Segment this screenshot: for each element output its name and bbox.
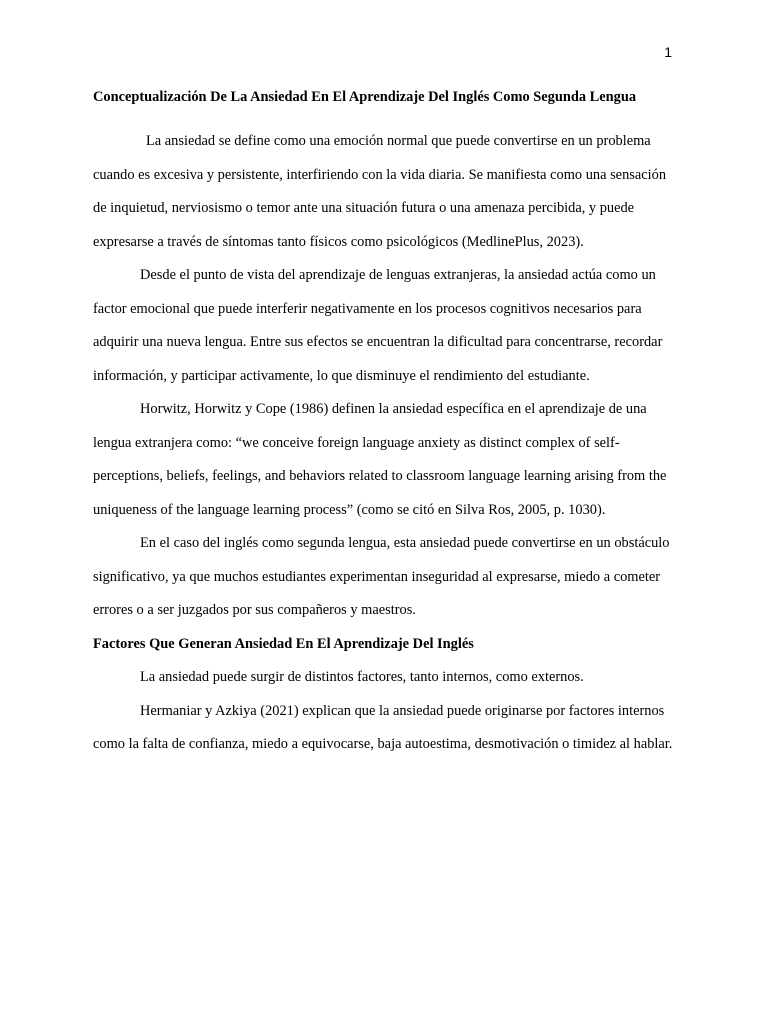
body-paragraph: Desde el punto de vista del aprendizaje de lenguas extranjeras, la ansiedad actúa como un factor emocional que puede interferir negativamente en los procesos cognitivos necesarios para adquirir una nueva lengua. Entre sus efectos se encuentran la dificultad para concentrarse, recordar información, y participar activamente, lo que disminuye el rendimiento del estudiante. <box>93 267 663 384</box>
document-body <box>93 87 678 762</box>
section-heading: Factores Que Generan Ansiedad En El Aprendizaje Del Inglés <box>93 635 474 652</box>
body-paragraph: La ansiedad se define como una emoción normal que puede convertirse en un problema cuando es excesiva y persistente, interfiriendo con la vida diaria. Se manifiesta como una sensación de inquietud, nerviosismo o temor ante una situación futura o una amenaza percibida, y puede expresarse a través de síntomas tanto físicos como psicológicos (MedlinePlus, 2023). <box>93 133 667 250</box>
document-title: Conceptualización De La Ansiedad En El Aprendizaje Del Inglés Como Segunda Lengua <box>93 89 637 105</box>
body-paragraph: La ansiedad puede surgir de distintos factores, tanto internos, como externos. <box>140 669 584 685</box>
body-paragraph: Hermaniar y Azkiya (2021) explican que la ansiedad puede originarse por factores internos como la falta de confianza, miedo a equivocarse, baja autoestima, desmotivación o timidez al hablar. <box>93 702 673 752</box>
body-paragraph: Horwitz, Horwitz y Cope (1986) definen la ansiedad específica en el aprendizaje de una lengua extranjera como: “we conceive foreign language anxiety as distinct complex of self-perceptions, beliefs, feelings, and behaviors related to classroom language learning arising from the uniqueness of the language learning process” (como se citó en Silva Ros, 2005, p. 1030). <box>93 401 667 518</box>
body-paragraph: En el caso del inglés como segunda lengua, esta ansiedad puede convertirse en un obstáculo significativo, ya que muchos estudiantes experimentan inseguridad al expresarse, miedo a cometer errores o a ser juzgados por sus compañeros y maestros. <box>93 535 670 618</box>
page-number: 1 <box>664 44 672 60</box>
